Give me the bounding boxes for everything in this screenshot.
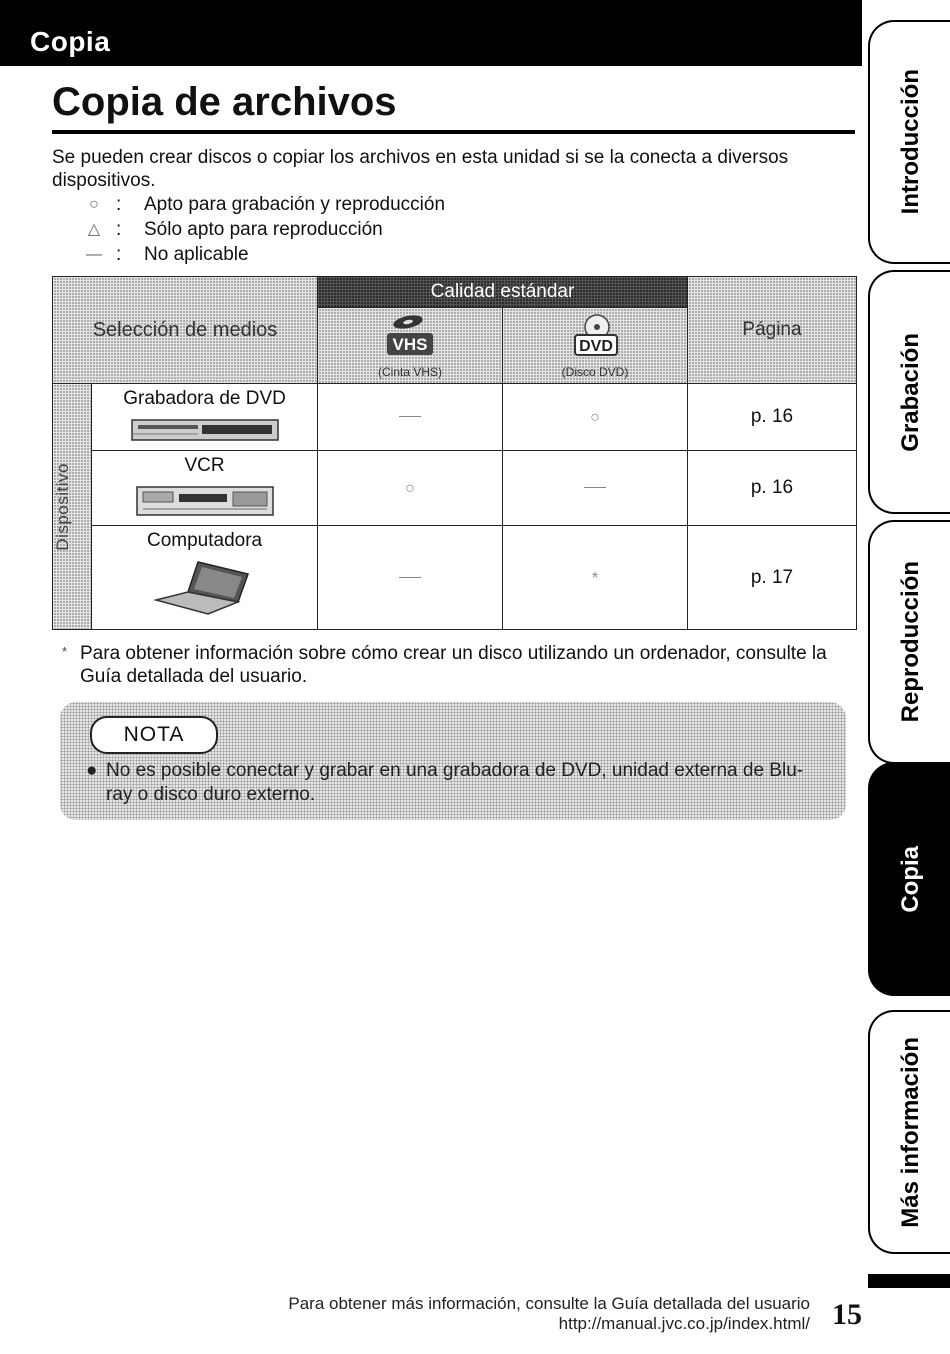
page-title: Copia de archivos — [52, 80, 397, 124]
not-applicable-mark — [399, 577, 421, 578]
not-applicable-mark — [399, 416, 421, 417]
triangle-symbol: △ — [87, 221, 101, 238]
device-name: Grabadora de DVD — [123, 388, 286, 409]
note-box — [60, 702, 846, 820]
tab-mas-informacion[interactable]: Más información — [868, 1010, 950, 1254]
header-page: Página — [688, 277, 857, 384]
title-rule — [52, 130, 855, 134]
legend — [72, 192, 445, 267]
device-cell — [92, 526, 318, 630]
vhs-logo-icon — [378, 313, 442, 357]
legend-text: Apto para grabación y reproducción — [144, 194, 446, 215]
side-label-cell — [53, 384, 92, 630]
tab-grabacion[interactable]: Grabación — [868, 270, 950, 514]
dvd-cell — [503, 384, 688, 451]
legend-text: Sólo apto para reproducción — [144, 219, 383, 240]
section-label: Copia — [30, 26, 111, 57]
legend-item: ○ : Apto para grabación y reproducción — [72, 192, 445, 217]
page-cell: p. 16 — [688, 384, 857, 451]
tab-reproduccion[interactable]: Reproducción — [868, 520, 950, 764]
supported-mark: ○ — [405, 480, 415, 497]
table-row — [53, 526, 857, 630]
tab-copia[interactable]: Copia — [868, 762, 950, 996]
dvd-recorder-icon — [130, 416, 280, 444]
supported-mark: ○ — [590, 409, 600, 426]
note-text-block — [86, 759, 826, 807]
legend-item: △ : Sólo apto para reproducción — [72, 217, 445, 242]
header-quality: Calidad estándar — [318, 277, 688, 308]
intro-paragraph: Se pueden crear discos o copiar los archivos en esta unidad si se la conecta a diversos dispositivos. — [52, 147, 789, 191]
footnote-marker: * — [62, 644, 68, 659]
laptop-icon — [150, 558, 260, 618]
dvd-logo-icon — [563, 313, 627, 357]
header-vhs — [318, 308, 503, 384]
header-selection: Selección de medios — [53, 277, 318, 384]
note-body: No es posible conectar y grabar en una grabadora de DVD, unidad externa de Blu-ray o disco duro externo. — [106, 760, 804, 805]
vhs-caption: (Cinta VHS) — [377, 364, 442, 379]
legend-item: — : No aplicable — [72, 242, 445, 267]
page-number: 15 — [832, 1298, 862, 1331]
dvd-caption: (Disco DVD) — [561, 364, 629, 379]
vcr-icon — [135, 483, 275, 519]
note-label: NOTA — [90, 716, 218, 754]
media-table — [52, 276, 857, 630]
section-header-bar — [0, 0, 862, 66]
vhs-cell — [318, 384, 503, 451]
device-cell — [92, 384, 318, 451]
footer — [288, 1294, 810, 1334]
legend-text: No aplicable — [144, 244, 249, 265]
dvd-cell — [503, 451, 688, 526]
media-table-wrapper — [52, 276, 857, 630]
dash-symbol: — — [86, 246, 102, 263]
not-applicable-mark — [584, 487, 606, 488]
device-name: VCR — [184, 455, 225, 476]
vhs-cell — [318, 526, 503, 630]
device-name: Computadora — [147, 530, 263, 551]
side-label: Dispositivo — [53, 462, 72, 551]
bullet-icon: ● — [86, 760, 98, 781]
footer-line: Para obtener más información, consulte la Guía detallada del usuario — [288, 1294, 810, 1313]
circle-symbol: ○ — [89, 196, 99, 213]
page-cell: p. 16 — [688, 451, 857, 526]
vhs-cell — [318, 451, 503, 526]
footnote-text: Para obtener información sobre cómo crear un disco utilizando un ordenador, consulte la Guía detallada del usuario. — [80, 643, 827, 687]
tab-introduccion[interactable]: Introducción — [868, 20, 950, 264]
svg-text:VHS: VHS — [392, 334, 428, 354]
device-cell — [92, 451, 318, 526]
page-cell: p. 17 — [688, 526, 857, 630]
svg-text:DVD: DVD — [579, 337, 613, 355]
table-row — [53, 384, 857, 451]
header-dvd — [503, 308, 688, 384]
footnote — [62, 642, 858, 688]
footnote-mark: * — [591, 569, 599, 587]
footer-url[interactable]: http://manual.jvc.co.jp/index.html/ — [558, 1314, 810, 1333]
dvd-cell — [503, 526, 688, 630]
table-row — [53, 451, 857, 526]
tab-bottom-bar — [868, 1274, 950, 1288]
